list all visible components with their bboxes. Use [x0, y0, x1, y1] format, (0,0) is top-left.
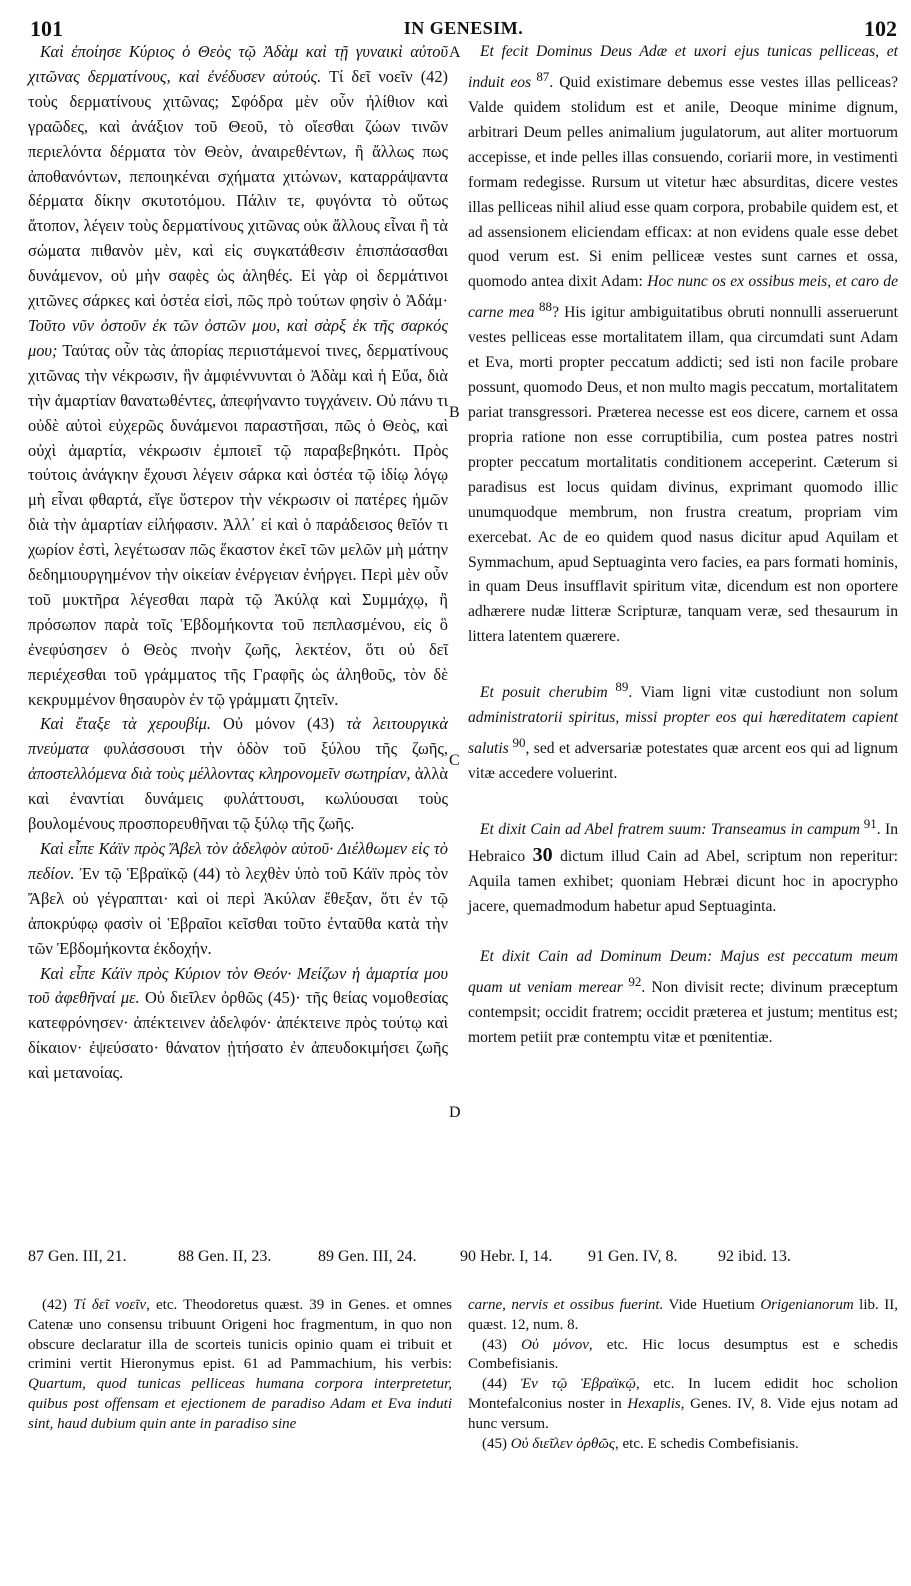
greek-column [28, 40, 448, 1086]
latin-paragraph: Et dixit Cain ad Dominum Deum: Majus est peccatum meum quam ut veniam merear $^{92}$. Non divisit recte; divinum præceptum contempsit; occidit fratrem; occidit præterea et justum; mentitus est; mortem petiit præ contemptu vitæ et pœnitentiæ. [468, 947, 899, 1046]
greek-paragraph: Καὶ εἶπε Κάϊν πρὸς Ἄβελ τὸν ἀδελφὸν αὐτοῦ· Διέλθωμεν εἰς τὸ πεδίον. Ἐν τῷ Ἑβραϊκῷ (44) τὸ λεχθὲν ὑπὸ τοῦ Κάϊν πρὸς τὸν Ἄβελ οὐ γέγραπται· καὶ οἱ περὶ Ἀκύλαν ἔθεξαν, ὅτι ἐν τῷ ἀποκρύφῳ φασὶν οἱ Ἑβραῖοι κεῖσθαι τοῦτο ἐνταῦθα κατὰ τὴν τῶν Ἑβδομήκοντα ἐκδοχήν. [28, 839, 448, 958]
latin-paragraph: Et fecit Dominus Deus Adæ et uxori ejus tunicas pelliceas, et induit eos $^{87}$. Quid existimare debemus esse vestes illas pelliceas? Valde quidem stolidum est et anile, Deoque minime dignum, arbitrari Deum pelles animalium jugulatorum, aut aliter mortuorum accepisse, et inde pelles illas consuendo, coriarii more, in vestimenti formam redegisse. Rursum ut vitetur hæc absurditas, dicere vestes illas pelliceas nihil aliud esse quam corpora, probabile quidem est, et ad assensionem eliciendam efficax: at non evidens quale esse debet quod verum est. Si enim pelliceæ vestes sunt carnes et ossa, quomodo antea dixit Adam: Hoc nunc os ex ossibus meis, et caro de carne mea $^{88}$? His igitur ambiguitatibus obruti nonnulli asseruerunt vestes pelliceas esse mortalitatem illam, qua circumdati sunt Adam et Eva, morti propter peccatum addicti; sed isti non facile probare possunt, quomodo Deus, et non multo magis peccatum, mortalitatem pariat transgressori. Præterea necesse est eos dicere, carnem et ossa propria ratione non esse corruptibilia, cum postea patres nostri propter peccatum mortalitatis conditionem acceperint. Cæterum si paradisus est locus quidam divinus, exprimant quomodo illic unumquodque membrum, non frustra creatum, propriam vim exercebat. Ac de eo quidem quod nasus dicitur apud Aquilam et Symmachum, apud Septuaginta vero facies, ea pars formati hominis, in quam Deus insufflavit spiritum vitæ, dicendum est non oportere adhærere nudæ litteræ Scripturæ, tanquam veræ, sed thesaurum in littera latentem quærere. [468, 43, 899, 646]
footnote: (43) Οὐ μόνον, etc. Hic locus desumptus est e schedis Combefisianis. [468, 1336, 898, 1373]
greek-paragraph: Καὶ ἐποίησε Κύριος ὁ Θεὸς τῷ Ἀδὰμ καὶ τῇ γυναικὶ αὐτοῦ χιτῶνας δερματίνους, καὶ ἐνέδυσεν αὐτούς. Τί δεῖ νοεῖν (42) τοὺς δερματίνους χιτῶνας; Σφόδρα μὲν οὖν ἠλίθιον καὶ γραῶδες, καὶ ἀνάξιον τοῦ Θεοῦ, τὸ οἴεσθαι ζώων τινῶν περιελόντα δέρματα τὸν Θεὸν, ἀναιρεθέντων, ἢ ἄλλως πως ἀποθανόντων, πεποιηκέναι σχήματα χιτώνων, καταρράψαντα δέρματα δίκην σκυτοτόμου. Πάλιν τε, φυγόντα τὸ οὕτως ἄτοπον, λέγειν τοὺς δερματίνους χιτῶνας οὐκ ἄλλους εἶναι ἢ τὰ σώματα πιθανὸν μὲν, καὶ εἰς συγκατάθεσιν ἐπισπάσασθαι δυνάμενον, οὐ μὴν σαφὲς ὡς ἀληθές. Εἰ γὰρ οἱ δερμάτινοι χιτῶνες σάρκες καὶ ὀστέα εἰσὶ, πῶς πρὸ τούτων φησὶν ὁ Ἀδάμ· Τοῦτο νῦν ὀστοῦν ἐκ τῶν ὀστῶν μου, καὶ σὰρξ ἐκ τῆς σαρκός μου; Ταύτας οὖν τὰς ἀπορίας περιιστάμενοί τινες, δερματίνους χιτῶνας τὴν νέκρωσιν, ἣν ἀμφιέννυνται ὁ Ἀδὰμ καὶ ἡ Εὔα, διὰ τὴν ἁμαρτίαν θανατωθέντες, ἀπεφήναντο τυγχάνειν. Οὐ πάνυ τι οὐδὲ αὐτοὶ εὐχερῶς δυνάμενοι παραστῆσαι, πῶς ὁ Θεὸς, καὶ οὐχὶ ἁμαρτία, νέκρωσιν ἐμποιεῖ τῷ παραβεβηκότι. Πρὸς τούτοις ἀνάγκην ἔχουσι λέγειν σάρκα καὶ ὀστέα τῷ ἰδίῳ λόγῳ μὴ εἶναι φθαρτά, εἴγε ὕστερον τὴν νέκρωσιν οἱ πατέρες ἡμῶν διὰ τὴν ἁμαρτίαν εἰλήφασιν. Ἀλλ᾽ εἰ καὶ ὁ παράδεισος θεῖόν τι χωρίον ἐστὶ, λεγέτωσαν πῶς ἕκαστον ἐκεῖ τῶν μελῶν μὴ μάτην δεδημιουργημένον τὴν οἰκείαν ἐνέργειαν ἐνήργει. Περὶ μὲν οὖν τοῦ μυκτῆρα λέγεσθαι παρὰ τῷ Ἀκύλᾳ καὶ Συμμάχῳ, ἢ πρόσωπον παρὰ τοῖς Ἑβδομήκοντα τοῦ πεπλασμένου, εἰς ὃ ἐνεφύσησεν ὁ Θεὸς πνοὴν ζωῆς, λεκτέον, ὅτι οὐ δεῖ περιέχεσθαι τοῦ γράμματος τῆς Γραφῆς ὡς ἀληθοῦς, τὸν δὲ κεκρυμμένον θησαυρὸν ἐν τῷ γράμματι ζητεῖν. [28, 42, 449, 709]
footnote: (44) Ἐν τῷ Ἑβραϊκῷ, etc. In lucem edidit hoc scholion Montefalconius noster in Hexaplis, Genes. IV, 8. Vide ejus notam ad hunc versum. [468, 1376, 898, 1432]
scripture-ref: 92 ibid. 13. [718, 1248, 791, 1265]
margin-letter-a: A [449, 44, 461, 61]
greek-paragraph: Καὶ εἶπε Κάϊν πρὸς Κύριον τὸν Θεόν· Μείζων ἡ ἁμαρτία μου τοῦ ἀφεθῆναί με. Οὐ διεῖλεν ὀρθῶς (45)· τῆς θείας νομοθεσίας κατεφρόνησεν· ἀπέκτεινεν ἀδελφόν· ἀπέκτεινε πρὸς τούτῳ καὶ δίκαιον· ἐψεύσατο· θάνατον ᾐτήσατο ἐν ἀπευδοκιμήσει ζωῆς καὶ μετανοίας. [28, 963, 449, 1083]
latin-paragraph: Et dixit Cain ad Abel fratrem suum: Transeamus in campum $^{91}$. In Hebraico 30 dictum illud Cain ad Abel, scriptum non reperitur: Aquila tamen exhibet; quoniam Hebræi dicunt hoc in apocrypho jacere, quemadmodum habetur apud Septuaginta. [468, 816, 898, 916]
page-title: IN GENESIM. [403, 18, 524, 38]
footnote: (45) Οὐ διεῖλεν ὀρθῶς, etc. E schedis Combefisianis. [482, 1435, 799, 1452]
latin-column [468, 40, 898, 1051]
greek-paragraph: Καὶ ἔταξε τὰ χερουβίμ. Οὐ μόνον (43) τὰ λειτουργικὰ πνεύματα φυλάσσουσι τὴν ὁδὸν τοῦ ξύλου τῆς ζωῆς, ἀποστελλόμενα διὰ τοὺς μέλλοντας κληρονομεῖν σωτηρίαν, ἀλλὰ καὶ ἐναντίαι δυνάμεις φυλάττουσι, κωλύουσαι τοὺς βουλομένους προσπορευθῆναι τῷ ξύλῳ τῆς ζωῆς. [28, 714, 449, 834]
scripture-ref: 91 Gen. IV, 8. [588, 1248, 678, 1265]
footnote: (42) Τί δεῖ νοεῖν, etc. Theodoretus quæst. 39 in Genes. et omnes Catenæ uno consensu tribuunt Origeni hoc fragmentum, in quo non obscure declaratur illa de scorteis tunicis opinio quam ei tribuit et crimini vertit Hieronymus epist. 61 ad Pammachium, his verbis: Quartum, quod tunicas pelliceas humana corpora interpretetur, quibus post offensam et ejectionem de paradiso Adam et Eva induti sint, haud dubium quin ante in paradiso sine [28, 1297, 452, 1432]
scripture-ref: 90 Hebr. I, 14. [460, 1248, 553, 1265]
scripture-ref: 89 Gen. III, 24. [318, 1248, 417, 1265]
page-number-right: 102 [864, 16, 897, 41]
scripture-ref: 87 Gen. III, 21. [28, 1248, 127, 1265]
margin-letter-b: B [449, 404, 460, 421]
footnotes-left [28, 1296, 452, 1435]
scripture-references [28, 1248, 899, 1274]
margin-letter-d: D [449, 1104, 461, 1121]
latin-paragraph: Et posuit cherubim $^{89}$. Viam ligni vitæ custodiunt non solum administratorii spiritus, missi propter eos qui hæreditatem capient salutis $^{90}$, sed et adversariæ potestates quæ arcent eos qui ad lignum vitæ accedere voluerint. [468, 679, 899, 783]
page-number-left: 101 [30, 16, 63, 41]
footnote-continued: carne, nervis et ossibus fuerint. Vide Huetium Origenianorum lib. II, quæst. 12, num. 8. [468, 1297, 898, 1333]
footnotes-right [468, 1296, 898, 1454]
column-number: 30 [532, 844, 553, 867]
scripture-ref: 88 Gen. II, 23. [178, 1248, 272, 1265]
margin-letter-c: C [449, 752, 460, 769]
